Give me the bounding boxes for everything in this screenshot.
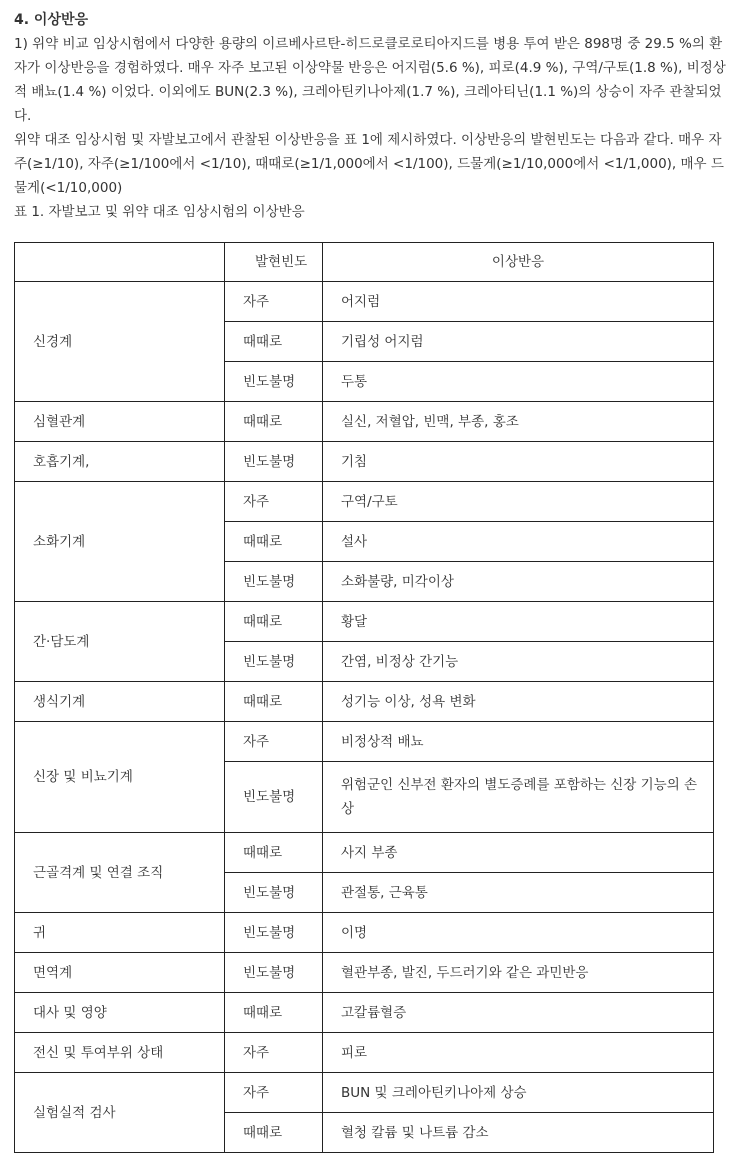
frequency-cell: 때때로 xyxy=(225,1113,323,1153)
table-row xyxy=(15,993,714,1033)
frequency-paragraph: 위약 대조 임상시험 및 자발보고에서 관찰된 이상반응을 표 1에 제시하였다. 이상반응의 발현빈도는 다음과 같다. 매우 자주(≥1/10), 자주(≥1/100에서 <1/10), 때때로(≥1/1,000에서 <1/100), 드물게(≥1/10,000에서 <1/1,000), 매우 드물게(<1/10,000) xyxy=(14,132,724,196)
adverse-reaction-cell: 비정상적 배뇨 xyxy=(323,722,714,762)
organ-system-cell: 면역계 xyxy=(15,953,225,993)
frequency-cell: 빈도불명 xyxy=(225,873,323,913)
organ-system-cell: 근골격계 및 연결 조직 xyxy=(15,833,225,913)
adverse-reaction-cell: 실신, 저혈압, 빈맥, 부종, 홍조 xyxy=(323,402,714,442)
table-row xyxy=(15,722,714,762)
table-row xyxy=(15,482,714,522)
header-system xyxy=(15,243,225,282)
adverse-reaction-cell: 이명 xyxy=(323,913,714,953)
adverse-reaction-cell: 기침 xyxy=(323,442,714,482)
frequency-cell: 빈도불명 xyxy=(225,562,323,602)
frequency-cell: 때때로 xyxy=(225,402,323,442)
organ-system-cell: 귀 xyxy=(15,913,225,953)
table-row xyxy=(15,282,714,322)
adverse-reaction-cell: 간염, 비정상 간기능 xyxy=(323,642,714,682)
table-body xyxy=(15,282,714,1153)
frequency-cell: 빈도불명 xyxy=(225,642,323,682)
table-row xyxy=(15,682,714,722)
adverse-reaction-cell: 황달 xyxy=(323,602,714,642)
adverse-reaction-cell: 관절통, 근육통 xyxy=(323,873,714,913)
frequency-cell: 자주 xyxy=(225,1073,323,1113)
frequency-cell: 때때로 xyxy=(225,993,323,1033)
frequency-cell: 빈도불명 xyxy=(225,362,323,402)
adverse-reaction-cell: 기립성 어지럼 xyxy=(323,322,714,362)
adverse-reaction-cell: 혈관부종, 발진, 두드러기와 같은 과민반응 xyxy=(323,953,714,993)
adverse-reaction-cell: 피로 xyxy=(323,1033,714,1073)
adverse-reaction-cell: 성기능 이상, 성욕 변화 xyxy=(323,682,714,722)
frequency-cell: 빈도불명 xyxy=(225,953,323,993)
adverse-reaction-table xyxy=(14,242,714,1153)
table-row xyxy=(15,602,714,642)
adverse-reaction-cell: 구역/구토 xyxy=(323,482,714,522)
adverse-reaction-cell: 위험군인 신부전 환자의 별도증례를 포함하는 신장 기능의 손상 xyxy=(323,762,714,833)
adverse-reaction-cell: 혈청 칼륨 및 나트륨 감소 xyxy=(323,1113,714,1153)
organ-system-cell: 소화기계 xyxy=(15,482,225,602)
frequency-cell: 빈도불명 xyxy=(225,913,323,953)
table-row xyxy=(15,442,714,482)
adverse-reaction-cell: 고칼륨혈증 xyxy=(323,993,714,1033)
table-row xyxy=(15,913,714,953)
table-row xyxy=(15,1073,714,1113)
frequency-cell: 때때로 xyxy=(225,682,323,722)
organ-system-cell: 실험실적 검사 xyxy=(15,1073,225,1153)
adverse-reaction-cell: BUN 및 크레아틴키나아제 상승 xyxy=(323,1073,714,1113)
organ-system-cell: 신경계 xyxy=(15,282,225,402)
header-frequency: 발현빈도 xyxy=(225,243,323,282)
frequency-cell: 때때로 xyxy=(225,522,323,562)
frequency-cell: 자주 xyxy=(225,482,323,522)
table-caption: 표 1. 자발보고 및 위약 대조 임상시험의 이상반응 xyxy=(14,204,305,220)
frequency-cell: 자주 xyxy=(225,722,323,762)
organ-system-cell: 호흡기계, xyxy=(15,442,225,482)
organ-system-cell: 심혈관계 xyxy=(15,402,225,442)
frequency-cell: 때때로 xyxy=(225,602,323,642)
intro-paragraph: 1) 위약 비교 임상시험에서 다양한 용량의 이르베사르탄-히드로클로로티아지드를 병용 투여 받은 898명 중 29.5 %의 환자가 이상반응을 경험하였다. 매우 자주 보고된 이상약물 반응은 어지럼(5.6 %), 피로(4.9 %), 구역/구토(1.8 %), 비정상적 배뇨(1.4 %) 이었다. 이외에도 BUN(2.3 %), 크레아틴키나아제(1.7 %), 크레아티닌(1.1 %)의 상승이 자주 관찰되었다. xyxy=(14,36,726,124)
organ-system-cell: 생식기계 xyxy=(15,682,225,722)
frequency-cell: 빈도불명 xyxy=(225,442,323,482)
table-row xyxy=(15,402,714,442)
adverse-reaction-cell: 소화불량, 미각이상 xyxy=(323,562,714,602)
frequency-cell: 빈도불명 xyxy=(225,762,323,833)
adverse-reaction-cell: 두통 xyxy=(323,362,714,402)
table-row xyxy=(15,1033,714,1073)
adverse-reaction-cell: 설사 xyxy=(323,522,714,562)
organ-system-cell: 신장 및 비뇨기계 xyxy=(15,722,225,833)
frequency-cell: 때때로 xyxy=(225,322,323,362)
frequency-cell: 자주 xyxy=(225,282,323,322)
organ-system-cell: 간·담도계 xyxy=(15,602,225,682)
organ-system-cell: 전신 및 투여부위 상태 xyxy=(15,1033,225,1073)
section-title: 4. 이상반응 xyxy=(14,12,89,28)
header-adverse-reaction: 이상반응 xyxy=(323,243,714,282)
table-row xyxy=(15,833,714,873)
table-header-row xyxy=(15,243,714,282)
organ-system-cell: 대사 및 영양 xyxy=(15,993,225,1033)
frequency-cell: 때때로 xyxy=(225,833,323,873)
frequency-cell: 자주 xyxy=(225,1033,323,1073)
adverse-reaction-cell: 사지 부종 xyxy=(323,833,714,873)
table-row xyxy=(15,953,714,993)
adverse-reaction-cell: 어지럼 xyxy=(323,282,714,322)
